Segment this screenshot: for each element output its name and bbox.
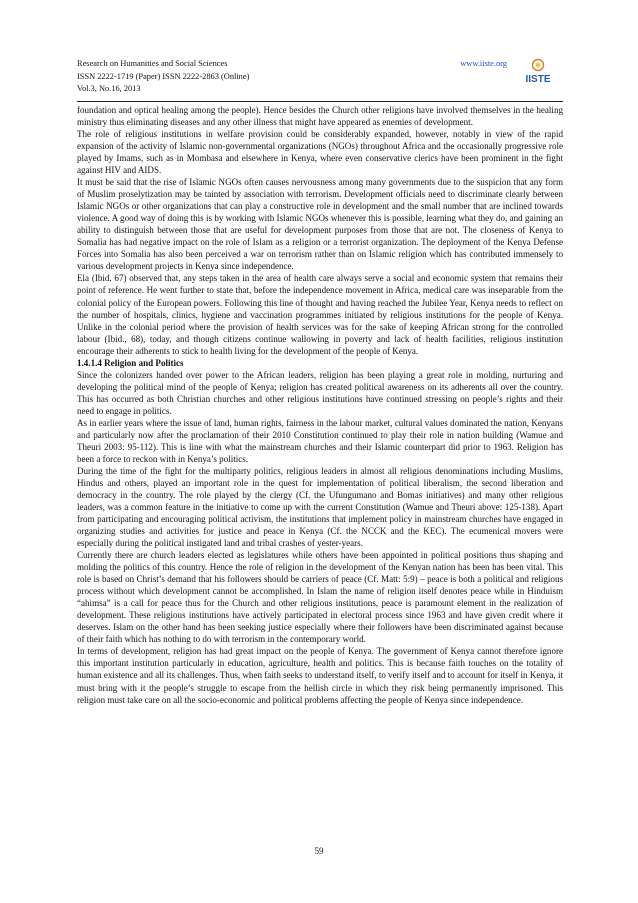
header-divider [77,101,563,102]
page-header [77,58,563,96]
paragraph-3: It must be said that the rise of Islamic NGOs often causes nervousness among many governments due to the suspicion that any form of Muslim proselytization may be tainted by association with terrorism. Development officials need to discriminate clearly between Islamic NGOs or other organizations that can play a constructive role in development and the small number that are inclined towards violence. A good way of doing this is by working with Islamic NGOs whenever this is possible, learning what they do, and gaining an ability to distinguish between those that are useful for development purposes from those that are not. The closeness of Kenya to Somalia has had negative impact on the role of Islam as a religion or a terrorist organization. The deployment of the Kenya Defense Forces into Somalia has also been perceived a war on terrorism rather than on Islamic religion which has contributed immensely to various development projects in Kenya since independence. [77,177,563,272]
paragraph-7: During the time of the fight for the multiparty politics, religious leaders in almost all religious denominations including Muslims, Hindus and others, played an important role in the quest for implementation of political liberalism, the second liberation and democracy in the country. The role played by the clergy (Cf. the Ufungumano and Bomas initiatives) and many other religious leaders, was a common feature in the initiative to come up with the current Constitution (Wamue and Theuri above: 125-138). Apart from participating and encouraging political activism, the institutions that implement policy in mainstream churches have engaged in organizing studies and activities for justice and peace in Kenya (Cf. the NCCK and the KEC). The ecumenical movers were especially during the political instigated land and tribal crashes of yester-years. [77,465,563,549]
section-heading: 1.4.1.4 Religion and Politics [77,357,184,368]
paragraph-6: As in earlier years where the issue of land, human rights, fairness in the labour market, cultural values dominated the nation, Kenyans and particularly now after the proclamation of their 2010 Constitution continued to play their role in nation building (Wamue and Theuri 2003: 95-112). This is line with what the mainstream churches and their Islamic counterpart did prior to 1963. Religion has been a force to reckon with in Kenya’s politics. [77,417,563,464]
logo-dot [536,63,540,67]
issn-line: ISSN 2222-1719 (Paper) ISSN 2222-2863 (Online) [77,71,250,81]
page-number: 59 [314,846,324,856]
paragraph-2: The role of religious institutions in welfare provision could be considerably expanded, however, notably in view of the rapid expansion of the activity of Islamic non-governmental organizations (NGOs) throughout Africa and the occasionally progressive role played by Imams, such as in Mombasa and elsewhere in Kenya, where even conservative clerics have been prominent in the fight against HIV and AIDS. [77,129,563,176]
journal-name: Research on Humanities and Social Sciences [77,59,228,68]
paragraph-9: In terms of development, religion has had great impact on the people of Kenya. The government of Kenya cannot therefore ignore this important institution particularly in education, agriculture, health and politics. This is because faith touches on the totality of human existence and all its challenges. Thus, when faith seeks to understand itself, to verify itself and to account for itself in Kenya, it must bring with it the people’s struggle to escape from the hellish circle in which they risk being permanently imprisoned. This religion must take care on all the socio-economic and political problems affecting the people of Kenya since independence. [77,646,563,705]
paragraph-5: Since the colonizers handed over power to the African leaders, religion has been playing a great role in molding, nurturing and developing the political mind of the people of Kenya; religion has created political awareness on its adherents all over the country. This has occurred as both Christian churches and other religious institutions have continued stressing on people’s rights and their need to engage in politics. [77,369,563,416]
paragraph-1: foundation and optical healing among the people). Hence besides the Church other religions have involved themselves in the healing ministry thus eliminating diseases and any other illness that might have appeared as enemies of development. [77,105,563,128]
iiste-logo [513,58,563,86]
paragraph-8: Currently there are church leaders elected as legislatures while others have been appointed in political positions thus shaping and molding the politics of this country. Hence the role of religion in the development of the Kenyan nation has been has been vital. This role is based on Christ’s demand that his followers should be carriers of peace (Cf. Matt: 5:9) – peace is both a political and religious process without which development cannot be accomplished. In Islam the name of religion itself denotes peace while in Hinduism “ahimsa” is a call for peace thus for the Church and other religious institutions, peace is paramount element in the realization of development. These religious institutions have actively participated in electoral process since 1963 and have given credit where it deserves. Islam on the other hand has been seeking justice especially where their followers have been discriminated against because of their faith which has nothing to do with terrorism in the contemporary world. [77,550,563,645]
journal-url-link[interactable]: www.iiste.org [460,59,507,68]
volume-line: Vol.3, No.16, 2013 [77,84,141,93]
article-body [77,104,563,706]
paragraph-4: Ela (Ibid. 67) observed that, any steps taken in the area of health care always serve a social and economic system that remains their point of reference. He went further to state that, before the independence movement in Africa, medical care was inseparable from the colonial policy of the European powers. Following this line of thought and having reached the Jubilee Year, Kenya needs to reflect on the number of hospitals, clinics, hygiene and vaccination programmes initiated by religious institutions for the people of Kenya. Unlike in the colonial period where the provision of health services was for the sake of keeping African strong for the controlled labour (Ibid., 68), today, and though citizens continue wallowing in poverty and lack of health facilities, religious institution encourage their adherents to stick to health living for the development of the people of Kenya. [77,273,563,356]
logo-text: IISTE [525,74,551,85]
